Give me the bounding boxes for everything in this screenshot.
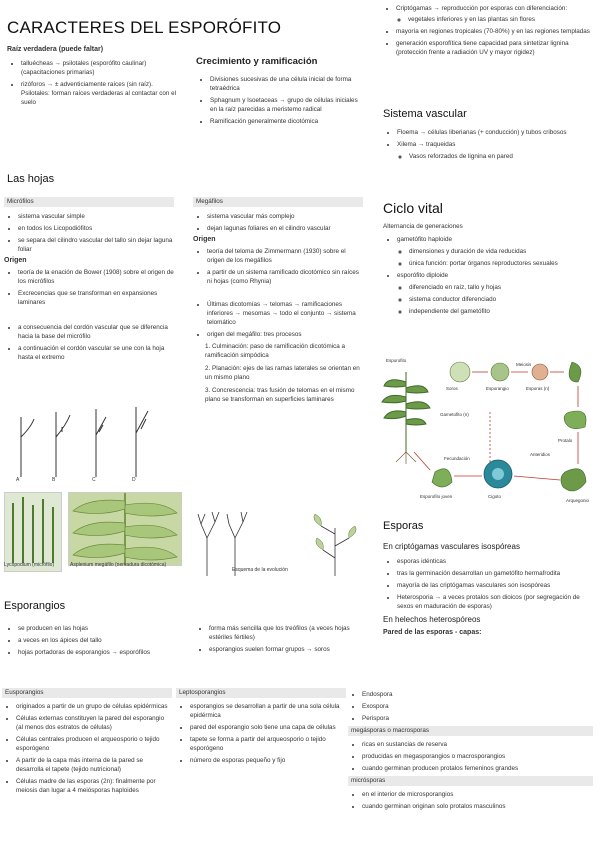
asplenium-photo <box>68 492 182 566</box>
vascular-heading: Sistema vascular <box>383 108 467 120</box>
lycopodium-illustration <box>5 493 61 563</box>
list-item: • a consecuencia del cordón vascular que se diferencia hacia la base del micrófilo <box>18 323 174 341</box>
list-item: • en el interior de microsporangios <box>362 790 593 799</box>
list-item: • ricas en sustancias de reserva <box>362 740 593 749</box>
list-item: ◦ vegetales inferiores y en las plantas sin flores <box>408 15 592 24</box>
list-item: • Perispora <box>362 714 593 723</box>
ciclo-intro: Alternancia de generaciones <box>383 223 463 230</box>
list-item: • esporas idénticas <box>397 557 593 566</box>
list-item: • mayoría en regiones tropicales (70-80%) y en las regiones templadas <box>396 27 592 36</box>
esporangios-right <box>195 624 365 657</box>
list-item: • pared del esporangio solo tiene una capa de células <box>190 723 346 732</box>
eusporangios-bar: Eusporangios <box>2 688 172 698</box>
list-item: • A partir de la capa más interna de la pared se desarrolla el tapete (tejido nutricional) <box>16 756 172 774</box>
list-item: • Últimas dicotomías → telomas → ramificaciones inferiores → mesomas → todo el conjunto → sistema telomático <box>207 300 363 327</box>
ciclo-section <box>383 200 593 319</box>
esporas-sub2: En helechos heterospóreos <box>383 615 481 624</box>
lycopodium-caption: Lycopodium (micrófilo) <box>4 562 55 568</box>
list-item: • dejan lagunas foliares en el cilindro vascular <box>207 224 363 233</box>
life-cycle-svg <box>380 352 594 507</box>
list-item: • forma más sencilla que los treófilos (a veces hojas estériles fértiles) <box>209 624 365 642</box>
vascular-section <box>383 108 593 164</box>
diagram-label: Anteridios <box>530 452 551 457</box>
capas-section <box>348 690 593 814</box>
diagram-label: Protalo <box>558 438 573 443</box>
list-item: • Endospora <box>362 690 593 699</box>
list-item: • origen del megáfilo: tres procesos <box>207 330 363 339</box>
criptogamas-section <box>382 4 592 60</box>
ciclo-heading: Ciclo vital <box>383 200 443 216</box>
list-item: • sistema vascular simple <box>18 212 174 221</box>
microfilos-origen: Origen <box>4 257 27 264</box>
list-item: ◦ única función: portar órganos reproductores sexuales <box>409 259 593 268</box>
list-item: ◦ dimensiones y duración de vida reducidas <box>409 247 593 256</box>
svg-text:D: D <box>132 477 136 482</box>
list-item: • en todos los Licopodiófitos <box>18 224 174 233</box>
list-item: • a partir de un sistema ramificado dicotómico sin raíces ni hojas (como Rhynia) <box>207 268 363 286</box>
list-item: • Células centrales producen el arqueosporio o tejido esporógeno <box>16 735 172 753</box>
list-item: • Células madre de las esporas (2n): finalmente por meiosis dan lugar a 4 meiósporas haploides <box>16 777 172 795</box>
diagram-label: Soros <box>446 386 458 391</box>
list-item: • a veces en los ápices del tallo <box>18 636 174 645</box>
svg-text:C: C <box>92 477 96 482</box>
list-item: • originados a partir de un grupo de células epidérmicas <box>16 702 172 711</box>
megafilo-step: 3. Concrescencia: tras fusión de telomas en el mismo plano se transforman en superficies laminares <box>205 387 355 403</box>
list-item: • esporangios suelen formar grupos → soros <box>209 645 365 654</box>
list-item: • Excrecencias que se transforman en expansiones laminares <box>18 289 174 307</box>
list-item: • Criptógamas → reproducción por esporas con diferenciación: <box>396 4 592 13</box>
list-item: • esporófito diploide <box>397 271 593 280</box>
list-item: • producidas en megasporangios o macrosporangios <box>362 752 593 761</box>
list-item: • cuando germinan originan solo protalos masculinos <box>362 802 593 811</box>
list-item: • esporangios se desarrollan a partir de una sola célula epidérmica <box>190 702 346 720</box>
list-item: • mayoría de las criptógamas vasculares son isospóreas <box>397 581 593 590</box>
list-item: • tras la germinación desarrollan un gametófito hermafrodita <box>397 569 593 578</box>
list-item: • teoría de la enación de Bower (1908) sobre el origen de los micrófilos <box>18 268 174 286</box>
svg-text:B: B <box>52 477 56 482</box>
list-item: • se separa del cilindro vascular del tallo sin dejar laguna foliar <box>18 236 174 254</box>
microfilo-evolution-svg <box>6 397 176 482</box>
diagram-label: Esporofito <box>386 358 407 363</box>
list-item: • Heterosporia → a veces protalos son dioicos (por segregación de sexos en maduración de esporas) <box>397 593 593 611</box>
raiz-section <box>7 46 182 110</box>
list-item: • Ramificación generalmente dicotómica <box>210 117 366 126</box>
svg-text:A: A <box>16 477 20 482</box>
list-item: ◦ diferenciado en raíz, tallo y hojas <box>409 283 593 292</box>
list-item: • generación esporofítica tiene capacidad para sintetizar lignina (protección frente a radiación UV y mayor rigidez) <box>396 39 592 57</box>
diagram-label: Arquegonio <box>566 498 590 503</box>
diagram-label: Esporangio <box>486 386 509 391</box>
list-item: ◦ independiente del gametófito <box>409 307 593 316</box>
crecimiento-heading: Crecimiento y ramificación <box>196 56 318 67</box>
list-item: • sistema vascular más complejo <box>207 212 363 221</box>
list-item: • Floema → células liberianas (+ conducción) y tubos cribosos <box>397 128 593 137</box>
esporas-section <box>383 520 593 636</box>
esporangios-heading: Esporangios <box>4 600 66 612</box>
esporas-sub1: En criptógamas vasculares isospóreas <box>383 542 520 551</box>
diagram-label: Cigoto <box>488 494 502 499</box>
esporangios-left <box>4 624 174 660</box>
list-item: ◦ Vasos reforzados de lignina en pared <box>409 152 593 161</box>
megafilos-bar: Megáfilos <box>193 197 363 207</box>
list-item: • Divisiones sucesivas de una célula inicial de forma tetraédrica <box>210 75 366 93</box>
crecimiento-section <box>196 56 366 129</box>
lycopodium-photo <box>4 492 62 572</box>
list-item: • Células externas constituyen la pared del esporangio (al menos dos estratos de células) <box>16 714 172 732</box>
hojas-heading: Las hojas <box>7 173 55 185</box>
eusporangios-section <box>2 688 172 798</box>
page-title: CARACTERES DEL ESPORÓFITO <box>7 18 282 37</box>
microfilo-diagram <box>6 397 176 482</box>
list-item: • Sphagnum y Isoetaceas → grupo de células iniciales en la raíz parecidas a meristemo radical <box>210 96 366 114</box>
asplenium-illustration <box>69 493 181 565</box>
diagram-label: Fecundación <box>444 456 470 461</box>
megafilos-origen: Origen <box>193 236 216 243</box>
list-item: ◦ sistema conductor diferenciado <box>409 295 593 304</box>
raiz-heading: Raíz verdadera (puede faltar) <box>7 46 104 53</box>
diagram-label: Gametofito (n) <box>440 412 469 417</box>
telome-caption: Esquema de la evolución <box>232 567 288 573</box>
diagram-label: Esporas (n) <box>526 386 550 391</box>
diagram-label: Esporofito joven <box>420 494 453 499</box>
list-item: • teoría del teloma de Zimmermann (1930) sobre el origen de los megáfilos <box>207 247 363 265</box>
list-item: • rizóforos → ± adventiciamente raíces (sin raíz). Psilotales: forman raíces verdaderas al contactar con el suelo <box>21 80 182 107</box>
megafilos-section <box>193 197 363 404</box>
list-item: • cuando germinan producen protalos femeninos grandes <box>362 764 593 773</box>
list-item: • gametófito haploide <box>397 235 593 244</box>
megasporas-bar: megásporas o macrosporas <box>348 726 593 736</box>
esporas-heading: Esporas <box>383 520 424 532</box>
fern-icon <box>382 372 430 452</box>
list-item: • tapete se forma a partir del arqueosporio o tejido esporógeno <box>190 735 346 753</box>
microfilos-bar: Micrófilos <box>4 197 174 207</box>
megafilo-step: 2. Planación: ejes de las ramas laterales se orientan en un mismo plano <box>205 365 360 381</box>
list-item: • Exospora <box>362 702 593 711</box>
leptosporangios-section <box>176 688 346 768</box>
microsporas-bar: micrósporas <box>348 776 593 786</box>
list-item: • a continuación el cordón vascular se une con la hoja hasta el extremo <box>18 344 174 362</box>
leptosporangios-bar: Leptosporangios <box>176 688 346 698</box>
microfilos-section <box>4 197 174 365</box>
megafilo-step: 1. Culminación: paso de ramificación dicotómica a ramificación simpódica <box>205 343 345 359</box>
list-item: • número de esporas pequeño y fijo <box>190 756 346 765</box>
list-item: • talluécheas → psilotales (esporófito caulinar) (capacitaciones primarias) <box>21 59 182 77</box>
list-item: • hojas portadoras de esporangios → esporófilos <box>18 648 174 657</box>
esporas-pared: Pared de las esporas - capas: <box>383 629 482 636</box>
diagram-label: Meiosis <box>516 362 532 367</box>
list-item: • Xilema → traqueidas <box>397 140 593 149</box>
asplenium-caption: Asplenium megáfilo (nervadura dicotómica) <box>70 562 167 568</box>
list-item: • se producen en las hojas <box>18 624 174 633</box>
life-cycle-diagram <box>380 352 594 507</box>
